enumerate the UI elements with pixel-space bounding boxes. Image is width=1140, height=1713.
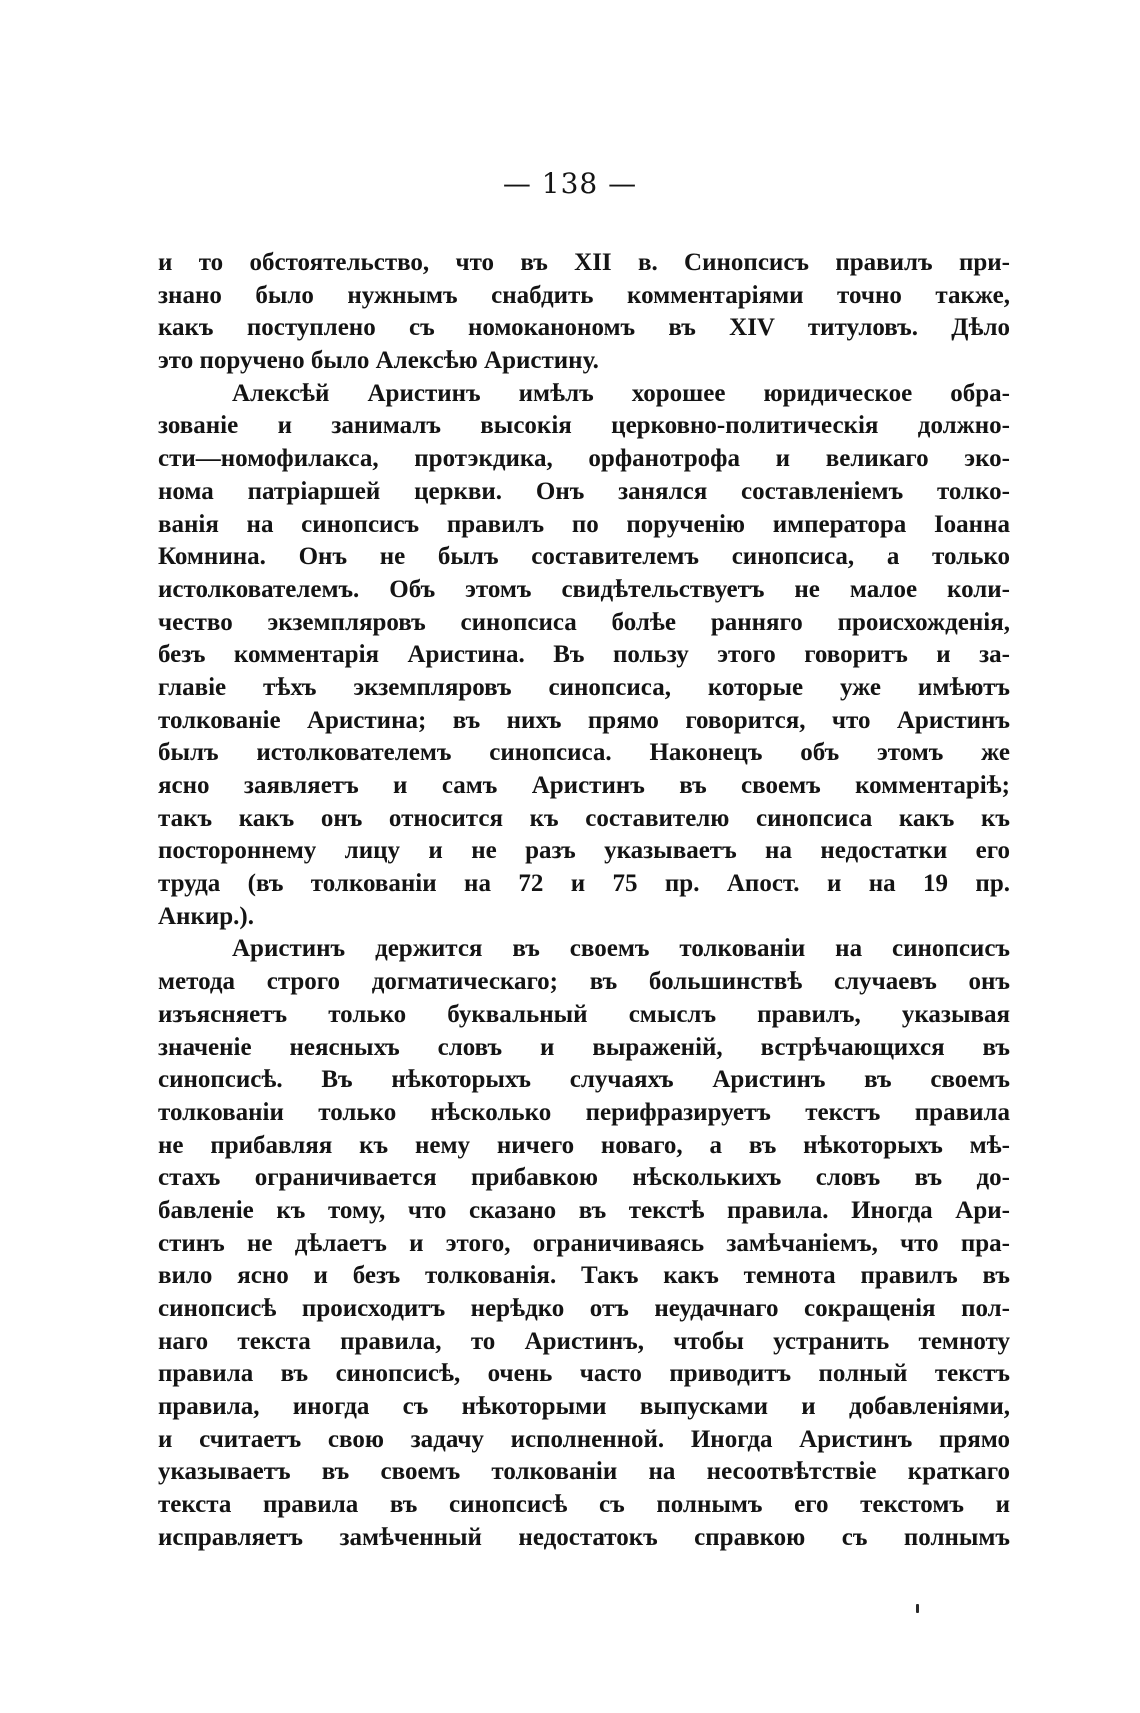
text-line: правила, иногда съ нѣкоторыми выпусками и добавленіями,: [158, 1393, 1010, 1421]
text-line: и то обстоятельство, что въ XII в. Синопсисъ правилъ при-: [158, 249, 1010, 276]
text-line: ясно заявляетъ и самъ Аристинъ въ своемъ комментаріѣ;: [158, 772, 1010, 799]
text-line: безъ комментарія Аристина. Въ пользу этого говоритъ и за-: [158, 641, 1010, 669]
text-line: указываетъ въ своемъ толкованіи на несоотвѣтствіе краткаго: [158, 1458, 1010, 1486]
text-line: не прибавляя къ нему ничего новаго, а въ нѣкоторыхъ мѣ-: [158, 1131, 1010, 1159]
text-line: труда (въ толкованіи на 72 и 75 пр. Апост. и на 19 пр.: [158, 870, 1010, 898]
text-line: синопсисѣ происходитъ нерѣдко отъ неудачнаго сокращенія пол-: [158, 1295, 1010, 1322]
text-line: толкованіи только нѣсколько перифразируетъ текстъ правила: [158, 1098, 1010, 1126]
text-line: текста правила въ синопсисѣ съ полнымъ его текстомъ и: [158, 1491, 1010, 1519]
text-line: постороннему лицу и не разъ указываетъ на недостатки его: [158, 837, 1010, 865]
text-line: синопсисѣ. Въ нѣкоторыхъ случаяхъ Аристинъ въ своемъ: [158, 1066, 1010, 1094]
text-line: Аристинъ держится въ своемъ толкованіи на синопсисъ: [232, 935, 1010, 963]
text-line: и считаетъ свою задачу исполненной. Иногда Аристинъ прямо: [158, 1425, 1010, 1453]
text-line: нома патріаршей церкви. Онъ занялся составленіемъ толко-: [158, 477, 1010, 505]
text-line: Алексѣй Аристинъ имѣлъ хорошее юридическое обра-: [232, 379, 1010, 407]
ink-speck: [916, 1604, 919, 1613]
text-line: истолкователемъ. Объ этомъ свидѣтельствуетъ не малое коли-: [158, 575, 1010, 603]
text-line: зованіе и занималъ высокія церковно-политическія должно-: [158, 412, 1010, 440]
text-line: какъ поступлено съ номоканономъ въ XIV титуловъ. Дѣло: [158, 314, 1010, 342]
text-line: изъясняетъ только буквальный смыслъ правилъ, указывая: [158, 1000, 1010, 1028]
text-line: главіе тѣхъ экземпляровъ синопсиса, которые уже имѣютъ: [158, 673, 1010, 701]
text-line: чество экземпляровъ синопсиса болѣе ранняго происхожденія,: [158, 608, 1010, 636]
text-line: сти—номофилакса, протэкдика, орфанотрофа и великаго эко-: [158, 445, 1010, 473]
text-line: былъ истолкователемъ синопсиса. Наконецъ объ этомъ же: [158, 739, 1010, 767]
text-line: вило ясно и безъ толкованія. Такъ какъ темнота правилъ въ: [158, 1262, 1010, 1290]
text-line: стинъ не дѣлаетъ и этого, ограничиваясь замѣчаніемъ, что пра-: [158, 1229, 1010, 1257]
page-number: — 138 —: [502, 167, 638, 200]
text-line: исправляетъ замѣченный недостатокъ справкою съ полнымъ: [158, 1523, 1010, 1551]
text-line: знано было нужнымъ снабдить комментаріями точно также,: [158, 281, 1010, 309]
text-line: наго текста правила, то Аристинъ, чтобы устранить темноту: [158, 1327, 1010, 1355]
text-line: ванія на синопсисъ правилъ по порученію императора Іоанна: [158, 510, 1010, 538]
text-line: это поручено было Алексѣю Аристину.: [158, 347, 599, 375]
text-line: толкованіе Аристина; въ нихъ прямо говорится, что Аристинъ: [158, 706, 1010, 734]
text-line: стахъ ограничивается прибавкою нѣсколькихъ словъ въ до-: [158, 1164, 1010, 1192]
text-line: правила въ синопсисѣ, очень часто приводитъ полный текстъ: [158, 1360, 1010, 1388]
body-text: [158, 247, 1010, 1555]
text-line: метода строго догматическаго; въ большинствѣ случаевъ онъ: [158, 968, 1010, 996]
text-line: Комнина. Онъ не былъ составителемъ синопсиса, а только: [158, 543, 1010, 571]
text-line: значеніе неясныхъ словъ и выраженій, встрѣчающихся въ: [158, 1033, 1010, 1061]
text-line: бавленіе къ тому, что сказано въ текстѣ правила. Иногда Ари-: [158, 1196, 1010, 1224]
text-line: Анкир.).: [158, 902, 254, 930]
text-line: такъ какъ онъ относится къ составителю синопсиса какъ къ: [158, 804, 1010, 832]
